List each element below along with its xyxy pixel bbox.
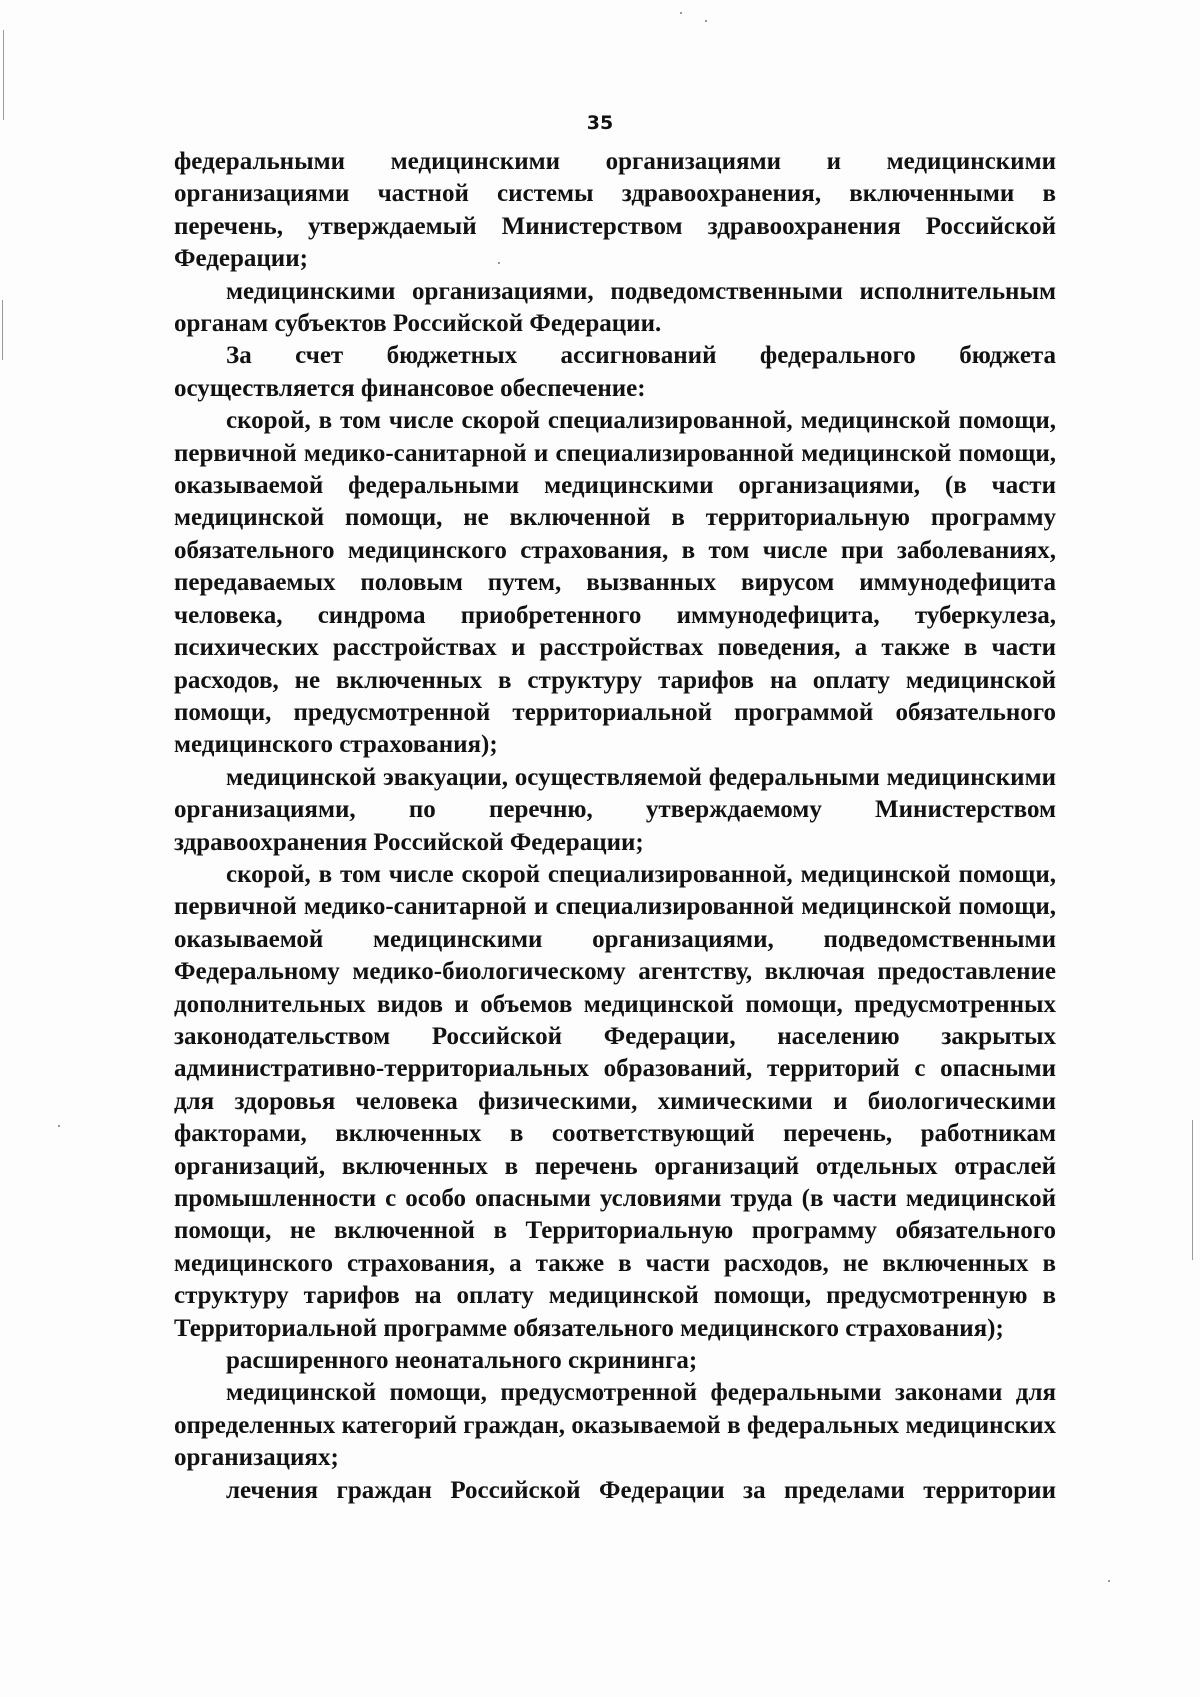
scan-speck [1108, 1580, 1110, 1582]
scan-speck [680, 12, 682, 14]
paragraph: федеральными медицинскими организациями и медицинскими организациями частной системы здравоохранения, включенными в перечень, утверждаемый Министерством здравоохранения Российской Федерации; [174, 148, 1056, 273]
paragraph: скорой, в том числе скорой специализированной, медицинской помощи, первичной медико-санитарной и специализированной медицинской помощи, оказываемой федеральными медицинскими организациями, (в части медицинской помощи, не включенной в территориальную программу обязательного медицинского страхования, в том числе при заболеваниях, передаваемых половым путем, вызванных вирусом иммунодефицита человека, синдрома приобретенного иммунодефицита, туберкулеза, психических расстройствах и расстройствах поведения, а также в части расходов, не включенных в структуру тарифов на оплату медицинской помощи, предусмотренной территориальной программой обязательного медицинского страхования); [174, 407, 1056, 759]
scan-speck [58, 1125, 60, 1127]
scan-speck [705, 20, 707, 22]
scan-edge-mark [3, 30, 4, 120]
paragraph: расширенного неонатального скрининга; [226, 1347, 698, 1375]
paragraph: медицинскими организациями, подведомственными исполнительным органам субъектов Российской Федерации. [174, 277, 1056, 338]
page-number: 35 [586, 112, 614, 134]
paragraph: скорой, в том числе скорой специализированной, медицинской помощи, первичной медико-санитарной и специализированной медицинской помощи, оказываемой медицинскими организациями, подведомственными Федеральному медико-биологическому агентству, включая предоставление дополнительных видов и объемов медицинской помощи, предусмотренных законодательством Российской Федерации, населению закрытых административно-территориальных образований, территорий с опасными для здоровья человека физическими, химическими и биологическими факторами, включенных в соответствующий перечень, работникам организаций, включенных в перечень организаций отдельных отраслей промышленности с особо опасными условиями труда (в части медицинской помощи, не включенной в Территориальную программу обязательного медицинского страхования, а также в части расходов, не включенных в структуру тарифов на оплату медицинской помощи, предусмотренную в Территориальной программе обязательного медицинского страхования); [174, 860, 1056, 1342]
paragraph: медицинской эвакуации, осуществляемой федеральными медицинскими организациями, по перечню, утверждаемому Министерством здравоохранения Российской Федерации; [174, 763, 1056, 856]
scan-speck [498, 262, 500, 264]
scan-edge-mark [1192, 1120, 1193, 1260]
scan-edge-mark [2, 300, 3, 360]
paragraph: лечения граждан Российской Федерации за пределами территории [226, 1476, 1056, 1504]
paragraph: За счет бюджетных ассигнований федерального бюджета осуществляется финансовое обеспечение: [174, 342, 1056, 402]
paragraph: медицинской помощи, предусмотренной федеральными законами для определенных категорий граждан, оказываемой в федеральных медицинских организациях; [174, 1379, 1056, 1472]
document-body [174, 146, 1056, 1507]
